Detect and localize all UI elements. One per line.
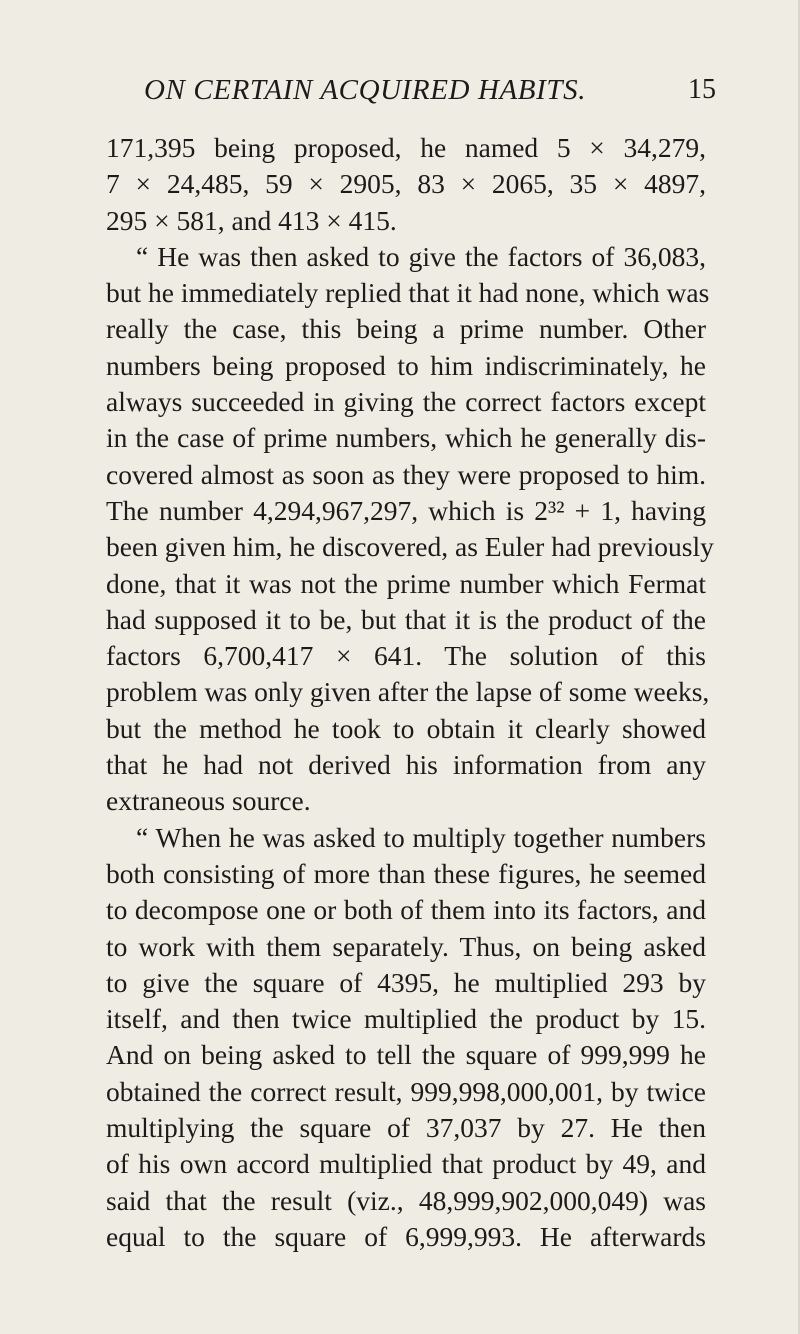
text-line: factors 6,700,417 × 641. The solution of this: [106, 640, 706, 672]
text-line: to give the square of 4395, he multiplied 293 by: [106, 966, 706, 998]
text-line: in the case of prime numbers, which he generally dis-: [106, 422, 706, 454]
running-title: ON CERTAIN ACQUIRED HABITS.: [144, 74, 587, 106]
text-line: problem was only given after the lapse of some weeks,: [106, 676, 710, 708]
text-line: equal to the square of 6,999,993. He afterwards: [106, 1220, 706, 1252]
text-line: And on being asked to tell the square of 999,999 he: [106, 1039, 706, 1071]
running-header: [0, 74, 800, 114]
paragraph-first-line: “ When he was asked to multiply together numbers: [136, 821, 706, 853]
text-line: both consisting of more than these figures, he seemed: [106, 857, 706, 889]
text-line: but he immediately replied that it had none, which was: [106, 277, 710, 309]
text-line: extraneous source.: [106, 785, 311, 817]
body-text: [106, 130, 714, 1255]
text-line: The number 4,294,967,297, which is 2³² + 1, having: [106, 494, 706, 526]
page-number: 15: [688, 74, 716, 105]
text-line: done, that it was not the prime number which Fermat: [106, 567, 706, 599]
text-line: had supposed it to be, but that it is the product of the: [106, 603, 706, 635]
text-line: itself, and then twice multiplied the product by 15.: [106, 1003, 706, 1035]
text-line: said that the result (viz., 48,999,902,000,049) was: [106, 1184, 706, 1216]
text-line: been given him, he discovered, as Euler had previously: [106, 531, 714, 563]
text-line: of his own accord multiplied that product by 49, and: [106, 1148, 706, 1180]
text-line: but the method he took to obtain it clearly showed: [106, 712, 706, 744]
text-line: multiplying the square of 37,037 by 27. He then: [106, 1112, 706, 1144]
text-line: that he had not derived his information from any: [106, 749, 706, 781]
text-line: to work with them separately. Thus, on being asked: [106, 930, 706, 962]
text-line: 7 × 24,485, 59 × 2905, 83 × 2065, 35 × 4897,: [106, 168, 706, 200]
text-line: 295 × 581, and 413 × 415.: [106, 204, 397, 236]
text-line: covered almost as soon as they were proposed to him.: [106, 458, 706, 490]
text-line: obtained the correct result, 999,998,000,001, by twice: [106, 1075, 706, 1107]
text-line: 171,395 being proposed, he named 5 × 34,279,: [106, 132, 706, 163]
text-line: numbers being proposed to him indiscriminately, he: [106, 349, 706, 381]
text-line: to decompose one or both of them into its factors, and: [106, 894, 706, 926]
text-line: always succeeded in giving the correct factors except: [106, 386, 706, 418]
text-line: really the case, this being a prime number. Other: [106, 313, 706, 345]
paragraph-first-line: “ He was then asked to give the factors of 36,083,: [136, 240, 706, 272]
